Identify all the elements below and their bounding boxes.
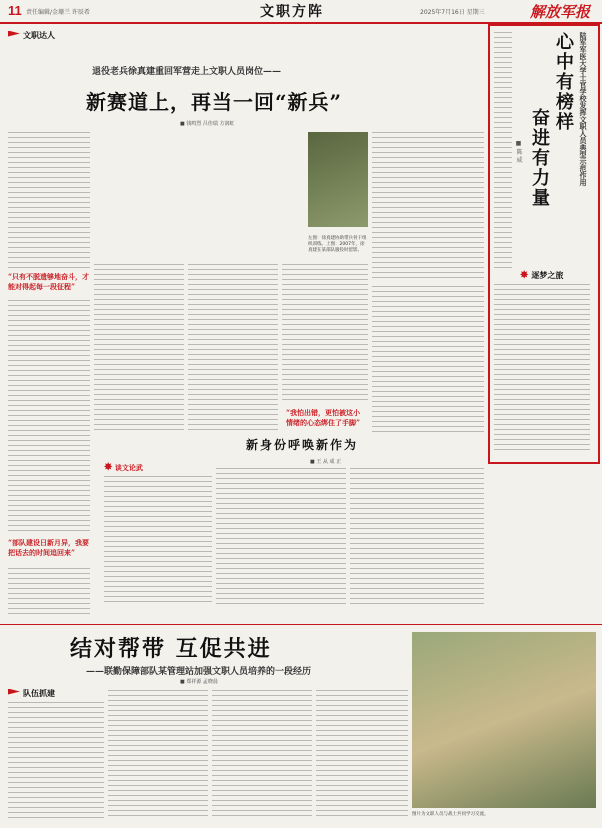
editor-info: 责任编辑/金珊兰 许辰希 bbox=[26, 9, 90, 16]
star-icon-2: ✸ bbox=[104, 462, 113, 473]
bottom-body-2 bbox=[108, 690, 208, 820]
lead-body-col1b bbox=[8, 300, 90, 535]
bottom-byline: ■ 郑祥源 孟晓晨 bbox=[180, 679, 218, 685]
opinion-byline: ■ 王 从 成 正 bbox=[310, 459, 342, 465]
lead-body-col2 bbox=[94, 264, 184, 434]
lead-subhead-1: “只有不脱遗够地奋斗，才能对得起每一段征程” bbox=[8, 272, 90, 291]
side-body-1 bbox=[494, 32, 512, 272]
lead-subhead-2: “部队建设日新月异，我要把话去的时间追回来” bbox=[8, 538, 90, 557]
lead-kicker: 退役老兵徐真建重回军营走上文职人员岗位—— bbox=[92, 67, 282, 77]
lead-body-col3b bbox=[282, 264, 368, 404]
lead-byline: ■ 钱鸣烈 吕佳瑞 方润虹 bbox=[180, 121, 235, 127]
lead-body-col1c bbox=[8, 568, 90, 618]
side-column-label: ✸ 逐梦之旅 bbox=[520, 270, 564, 281]
side-body-2 bbox=[494, 284, 590, 454]
opinion-headline: 新身份呼唤新作为 bbox=[246, 438, 359, 452]
opinion-body-3 bbox=[350, 468, 484, 606]
opinion-body-1 bbox=[104, 476, 212, 606]
lead-pull-quote: “我怕出错，更怕被这小情绪的心态绑住了手脚” bbox=[286, 408, 361, 427]
lead-body-col4 bbox=[372, 132, 484, 282]
flag-icon-2 bbox=[8, 689, 20, 699]
side-title-1: 心中有榜样 bbox=[553, 32, 574, 132]
opinion-body-2 bbox=[216, 468, 346, 606]
side-kicker: 陆军军医大学士官学校发挥文职人员典型示范作用 bbox=[579, 32, 588, 186]
column-label-talent: 文职达人 bbox=[8, 30, 55, 41]
section-divider bbox=[0, 624, 602, 625]
date-info: 2025年7月16日 星期三 bbox=[420, 9, 485, 16]
column-label-team: 队伍抓建 bbox=[8, 688, 55, 699]
flag-icon bbox=[8, 31, 20, 41]
masthead-logo: 解放军报 bbox=[530, 3, 591, 21]
bottom-body-4 bbox=[316, 690, 408, 820]
page-number: 11 bbox=[8, 3, 22, 18]
bottom-headline: 结对帮带 互促共进 bbox=[70, 636, 272, 662]
side-byline: ■ 陈 威 bbox=[515, 140, 522, 163]
bottom-subhead: ——联勤保障部队某管理站加强文职人员培养的一段经历 bbox=[86, 667, 312, 677]
opinion-column-label: ✸ 谈文论武 bbox=[104, 462, 143, 473]
section-title: 文职方阵 bbox=[260, 4, 324, 20]
bottom-body-1 bbox=[8, 702, 104, 820]
lead-photo-training bbox=[94, 132, 304, 260]
side-title-2: 奋进有力量 bbox=[529, 108, 550, 208]
lead-body-col3 bbox=[188, 264, 278, 434]
lead-headline: 新赛道上，再当一回“新兵” bbox=[86, 90, 343, 114]
bottom-photo bbox=[412, 632, 596, 808]
lead-photo-portrait bbox=[308, 132, 368, 227]
lead-photo-caption: 左图：徐真建协助带兵骨干组织训练。上图：2007年，徐真建在某部队服役时留影。 bbox=[308, 236, 367, 253]
lead-body-col4b bbox=[372, 286, 484, 436]
bottom-photo-caption: 图片为文职人员与战士共同学习交流。 bbox=[412, 812, 489, 817]
lead-body-col1 bbox=[8, 132, 90, 272]
bottom-body-3 bbox=[212, 690, 312, 820]
star-icon: ✸ bbox=[520, 270, 529, 281]
